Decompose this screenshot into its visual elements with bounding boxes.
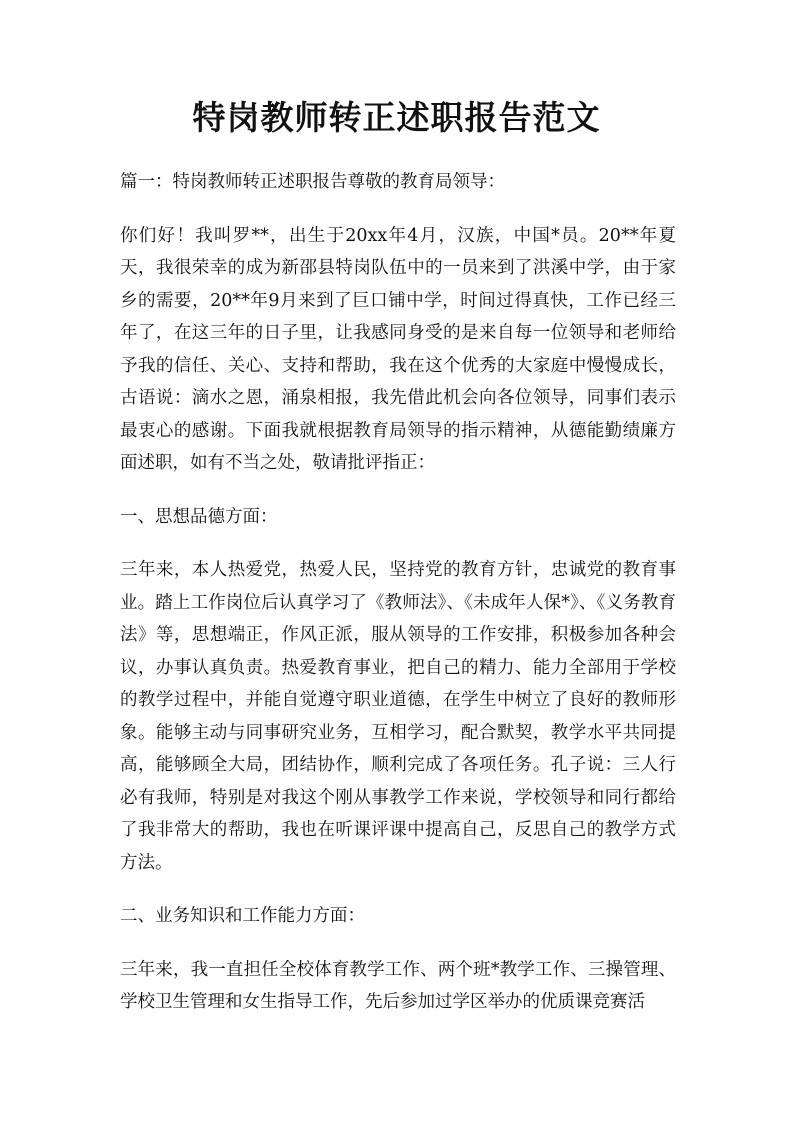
- document-body: [120, 166, 676, 1019]
- document-title: 特岗教师转正述职报告范文: [192, 98, 601, 137]
- section-paragraph-work-ability: 三年来，我一直担任全校体育教学工作、两个班*教学工作、三操管理、学校卫生管理和女生指导工作，先后参加过学区举办的优质课竞赛活: [120, 959, 676, 1012]
- intro-paragraph: 你们好！我叫罗**，出生于20xx年4月，汉族，中国*员。20**年夏天，我很荣幸的成为新邵县特岗队伍中的一员来到了洪溪中学，由于家乡的需要，20**年9月来到了巨口铺中学，时间过得真快，工作已经三年了，在这三年的日子里，让我感同身受的是来自每一位领导和老师给予我的信任、关心、支持和帮助，我在这个优秀的大家庭中慢慢成长，古语说：滴水之恩，涌泉相报，我先借此机会向各位领导，同事们表示最衷心的感谢。下面我就根据教育局领导的指示精神，从德能勤绩廉方面述职，如有不当之处，敬请批评指正：: [120, 225, 676, 473]
- section-paragraph-ideology: 三年来，本人热爱党，热爱人民，坚持党的教育方针，忠诚党的教育事业。踏上工作岗位后认真学习了《教师法》、《未成年人保*》、《义务教育法》等，思想端正，作风正派，服从领导的工作安排，积极参加各种会议，办事认真负责。热爱教育事业，把自己的精力、能力全部用于学校的教学过程中，并能自觉遵守职业道德，在学生中树立了良好的教师形象。能够主动与同事研究业务，互相学习，配合默契，教学水平共同提高，能够顾全大局，团结协作，顺利完成了各项任务。孔子说：三人行必有我师，特别是对我这个刚从事教学工作来说，学校领导和同行都给了我非常大的帮助，我也在听课评课中提高自己，反思自己的教学方式方法。: [120, 560, 676, 873]
- subtitle-paragraph: 篇一：特岗教师转正述职报告尊敬的教育局领导：: [120, 172, 505, 192]
- section-heading-work-ability: 二、业务知识和工作能力方面：: [120, 906, 365, 926]
- section-heading-ideology: 一、思想品德方面：: [120, 506, 278, 527]
